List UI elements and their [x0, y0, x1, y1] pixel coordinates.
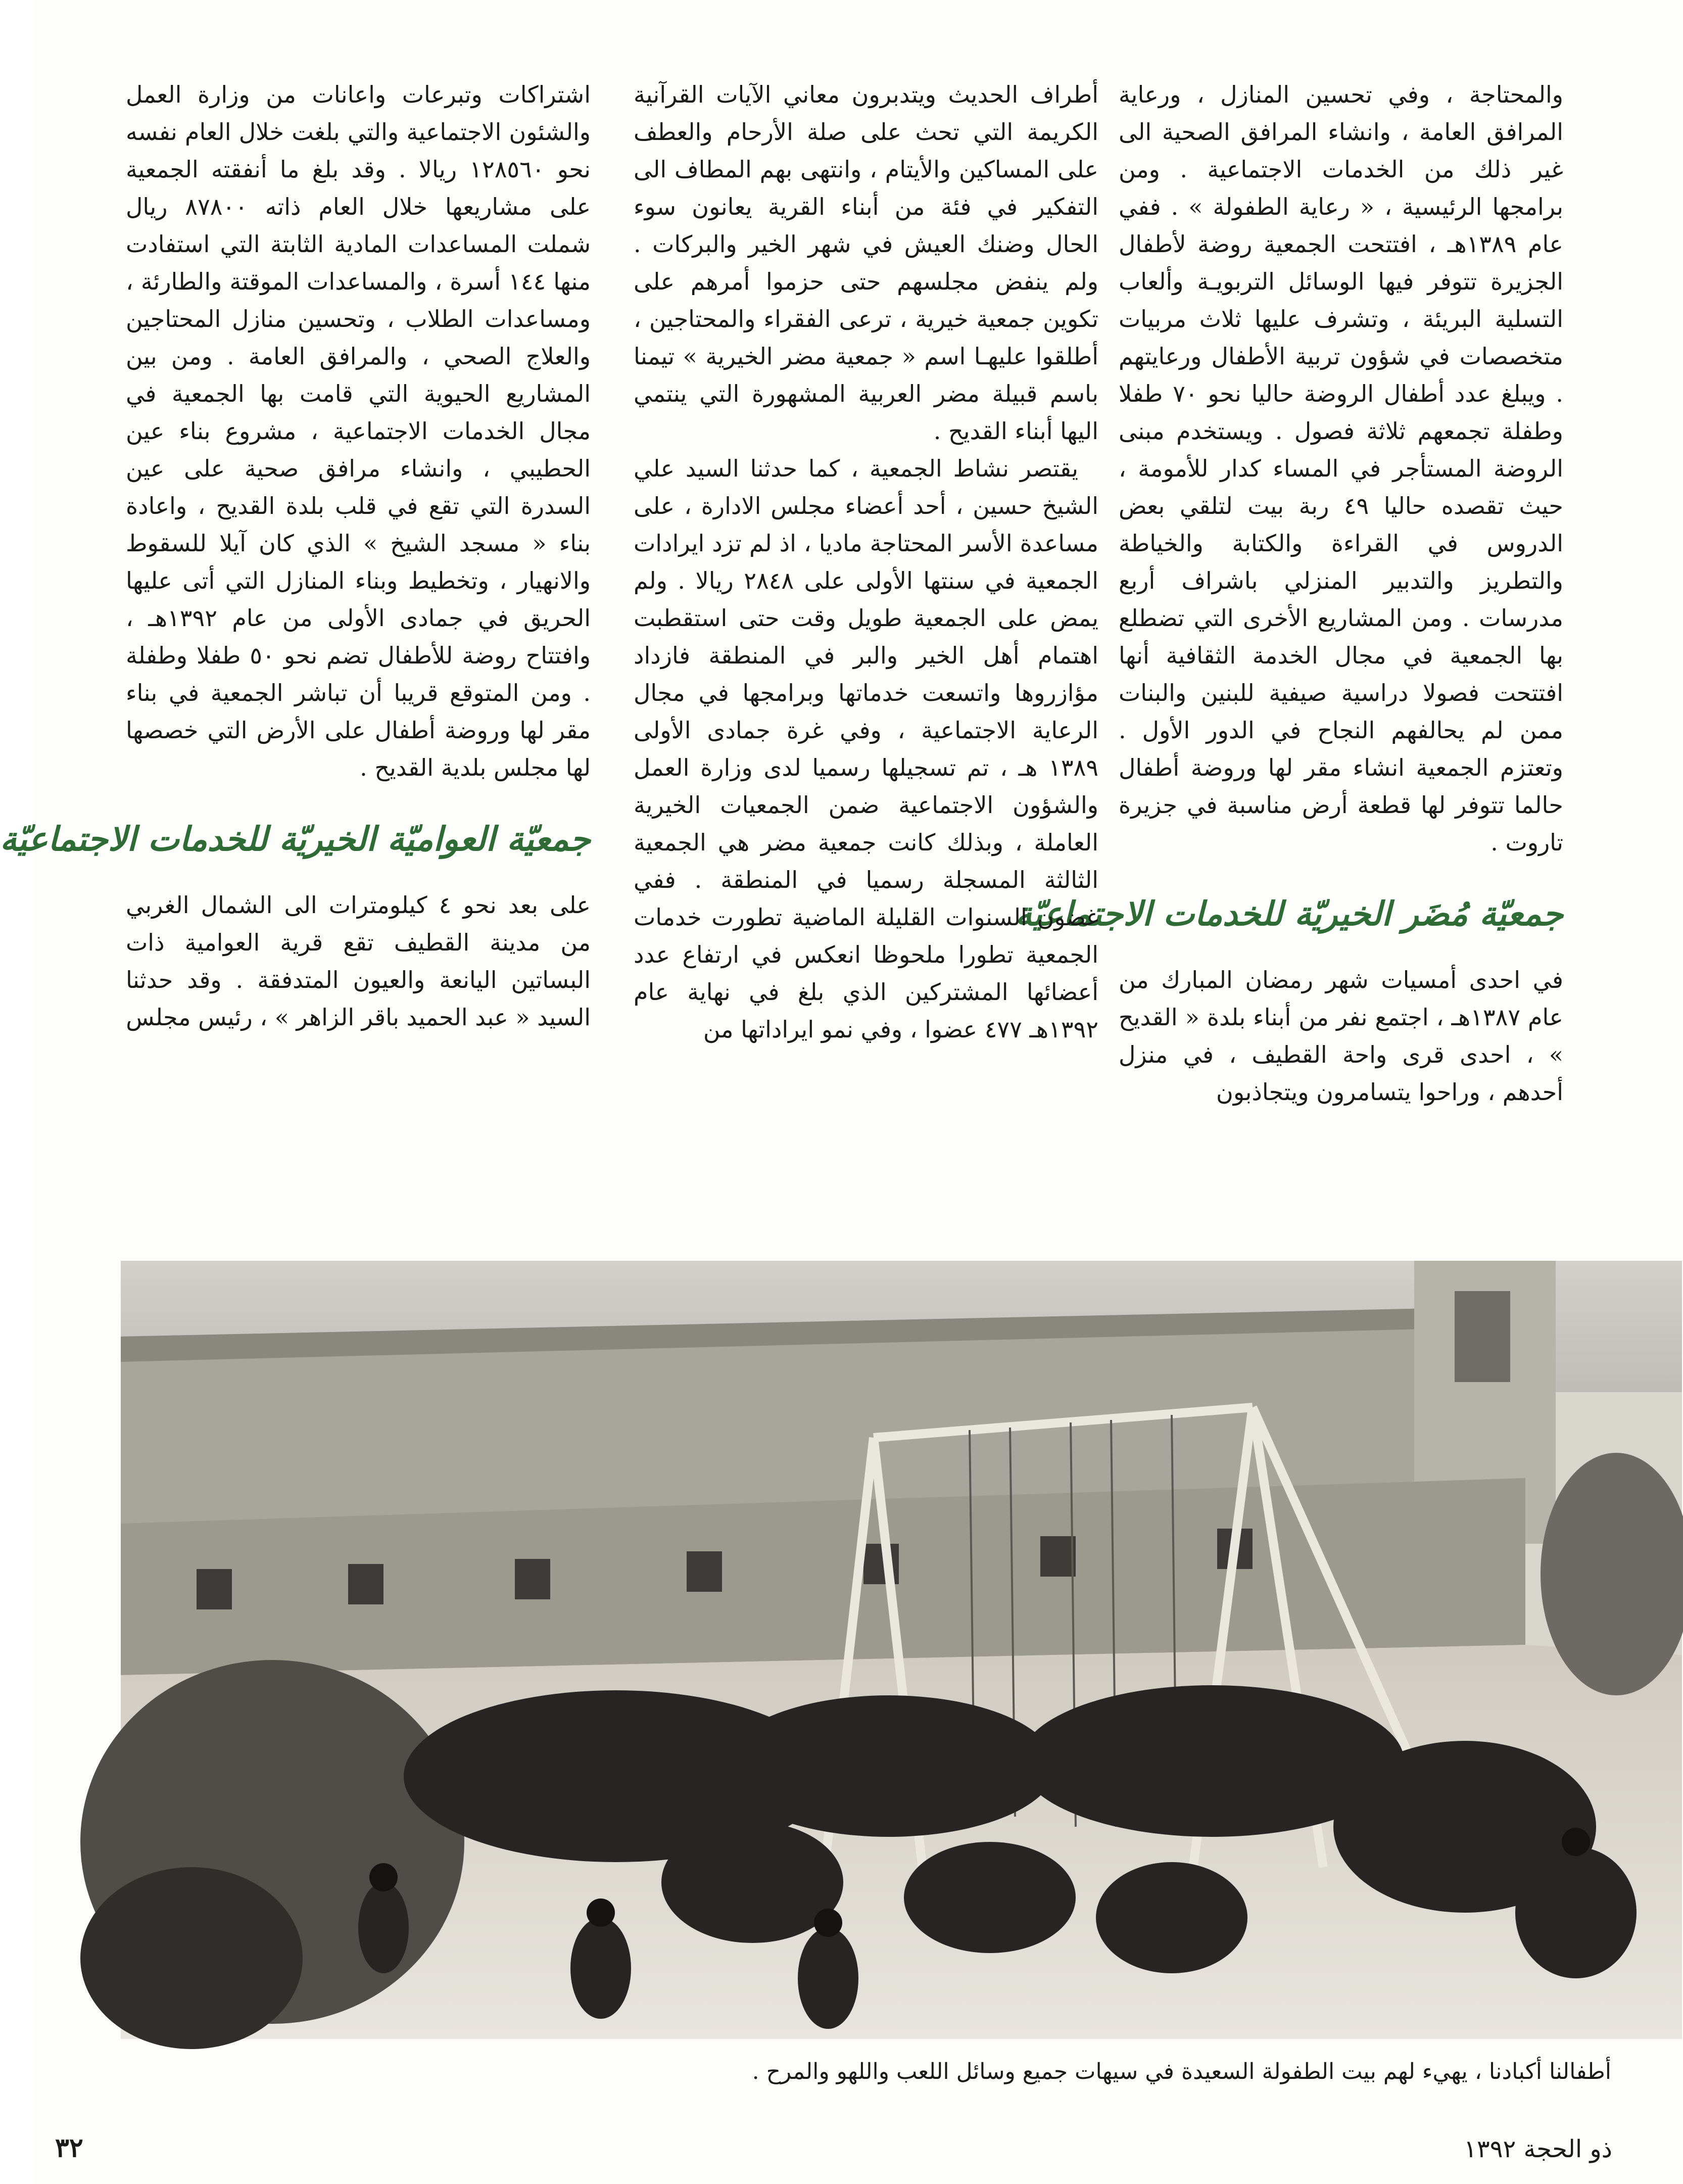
text-column-right [1015, 76, 1563, 1218]
paragraph: أطراف الحديث ويتدبرون معاني الآيات القرآنية الكريمة التي تحث على صلة الأرحام والعطف على المساكين والأيتام ، وانتهى بهم المطاف الى التفكير في فئة من أبناء القرية يعانون سوء الحال وضنك العيش في شهر الخير والبركات . ولم ينفض مجلسهم حتى حزموا أمرهم على تكوين جمعية خيرية ، ترعى الفقراء والمحتاجين ، أطلقوا عليهـا اسم « جمعية مضر الخيرية » تيمنا باسم قبيلة مضر العربية المشهورة التي ينتمي اليها أبناء القديح . [634, 81, 1098, 445]
text-column-middle [634, 76, 1098, 1218]
issue-date: ذو الحجة ١٣٩٢ [1464, 2135, 1612, 2163]
paragraph: يقتصر نشاط الجمعية ، كما حدثنا السيد علي الشيخ حسين ، أحد أعضاء مجلس الادارة ، على مساعدة الأسر المحتاجة ماديا ، اذ لم تزد ايرادات الجمعية في سنتها الأولى على ٢٨٤٨ ريالا . ولم يمض على الجمعية طويل وقت حتى استقطبت اهتمام أهل الخير والبر في المنطقة فازداد مؤازروها واتسعت خدماتها وبرامجها في مجال الرعاية الاجتماعية ، وفي غرة جمادى الأولى ١٣٨٩ هـ ، تم تسجيلها رسميا لدى وزارة العمل والشؤون الاجتماعية ضمن الجمعيات الخيرية العاملة ، وبذلك كانت جمعية مضر هي الجمعية الثالثة المسجلة رسميا في المنطقة . ففي غضون السنوات القليلة الماضية تطورت خدمات الجمعية تطورا ملحوظا انعكس في ارتفاع عدد أعضائها المشتركين الذي بلغ في نهاية عام ١٣٩٢هـ ٤٧٧ عضوا ، وفي نمو ايراداتها من [634, 455, 1098, 1043]
section-heading-mudar: جمعيّة مُضَر الخيريّة للخدمات الاجتماعيّة [1015, 894, 1563, 933]
paragraph: اشتراكات وتبرعات واعانات من وزارة العمل والشئون الاجتماعية والتي بلغت خلال العام نفسه نحو ١٢٨٥٦٠ ريالا . وقد بلغ ما أنفقته الجمعية على مشاريعها خلال العام ذاته ٨٧٨٠٠ ريال شملت المساعدات المادية الثابتة التي استفادت منها ١٤٤ أسرة ، والمساعدات الموقتة والطارئة ، ومساعدات الطلاب ، وتحسين منازل المحتاجين والعلاج الصحي ، والمرافق العامة . ومن بين المشاريع الحيوية التي قامت بها الجمعية في مجال الخدمات الاجتماعية ، مشروع بناء عين الحطيبي ، وانشاء مرافق صحية على عين السدرة التي تقع في قلب بلدة القديح ، واعادة بناء « مسجد الشيخ » الذي كان آيلا للسقوط والانهيار ، وتخطيط وبناء المنازل التي أتى عليها الحريق في جمادى الأولى من عام ١٣٩٢هـ ، وافتتاح روضة للأطفال تضم نحو ٥٠ طفلا وطفلة . ومن المتوقع قريبا أن تباشر الجمعية في بناء مقر لها وروضة أطفال على الأرض التي خصصها لها مجلس بلدية القديح . [126, 81, 591, 781]
text-column-left [0, 76, 591, 1218]
paragraph: والمحتاجة ، وفي تحسين المنازل ، ورعاية المرافق العامة ، وانشاء المرافق الصحية الى غير ذلك من الخدمات الاجتماعية . ومن برامجها الرئيسية ، « رعاية الطفولة » . ففي عام ١٣٨٩هـ ، افتتحت الجمعية روضة لأطفال الجزيرة تتوفر فيها الوسائل التربويـة وألعاب التسلية البريئة ، وتشرف عليها ثلاث مربيات متخصصات في شؤون تربية الأطفال ورعايتهم . ويبلغ عدد أطفال الروضة حاليا نحو ٧٠ طفلا وطفلة تجمعهم ثلاثة فصول . ويستخدم مبنى الروضة المستأجر في المساء كدار للأمومة ، حيث تقصده حاليا ٤٩ ربة بيت لتلقي بعض الدروس في القراءة والكتابة والخياطة والتطريز والتدبير المنزلي باشراف أربع مدرسات . ومن المشاريع الأخرى التي تضطلع بها الجمعية في مجال الخدمة الثقافية أنها افتتحت فصولا دراسية صيفية للبنين والبنات ممن لم يحالفهم النجاح في الدور الأول . وتعتزم الجمعية انشاء مقر لها وروضة أطفال حالما تتوفر لها قطعة أرض مناسبة في جزيرة تاروت . [1119, 81, 1563, 856]
photo-caption: أطفالنا أكبادنا ، يهيء لهم بيت الطفولة السعيدة في سيهات جميع وسائل اللعب واللهو والمرح . [752, 2059, 1611, 2084]
playground-photo [121, 1261, 1682, 2039]
section-heading-awamiya: جمعيّة العواميّة الخيريّة للخدمات الاجتماعيّة [0, 819, 591, 859]
page-number: ٣٢ [55, 2132, 83, 2163]
paragraph: على بعد نحو ٤ كيلومترات الى الشمال الغربي من مدينة القطيف تقع قرية العوامية ذات البساتين اليانعة والعيون المتدفقة . وقد حدثنا السيد « عبد الحميد باقر الزاهر » ، رئيس مجلس [126, 891, 591, 1031]
paragraph: في احدى أمسيات شهر رمضان المبارك من عام ١٣٨٧هـ ، اجتمع نفر من أبناء بلدة « القديح » ، احدى قرى واحة القطيف ، في منزل أحدهم ، وراحوا يتسامرون ويتجاذبون [1119, 966, 1563, 1106]
